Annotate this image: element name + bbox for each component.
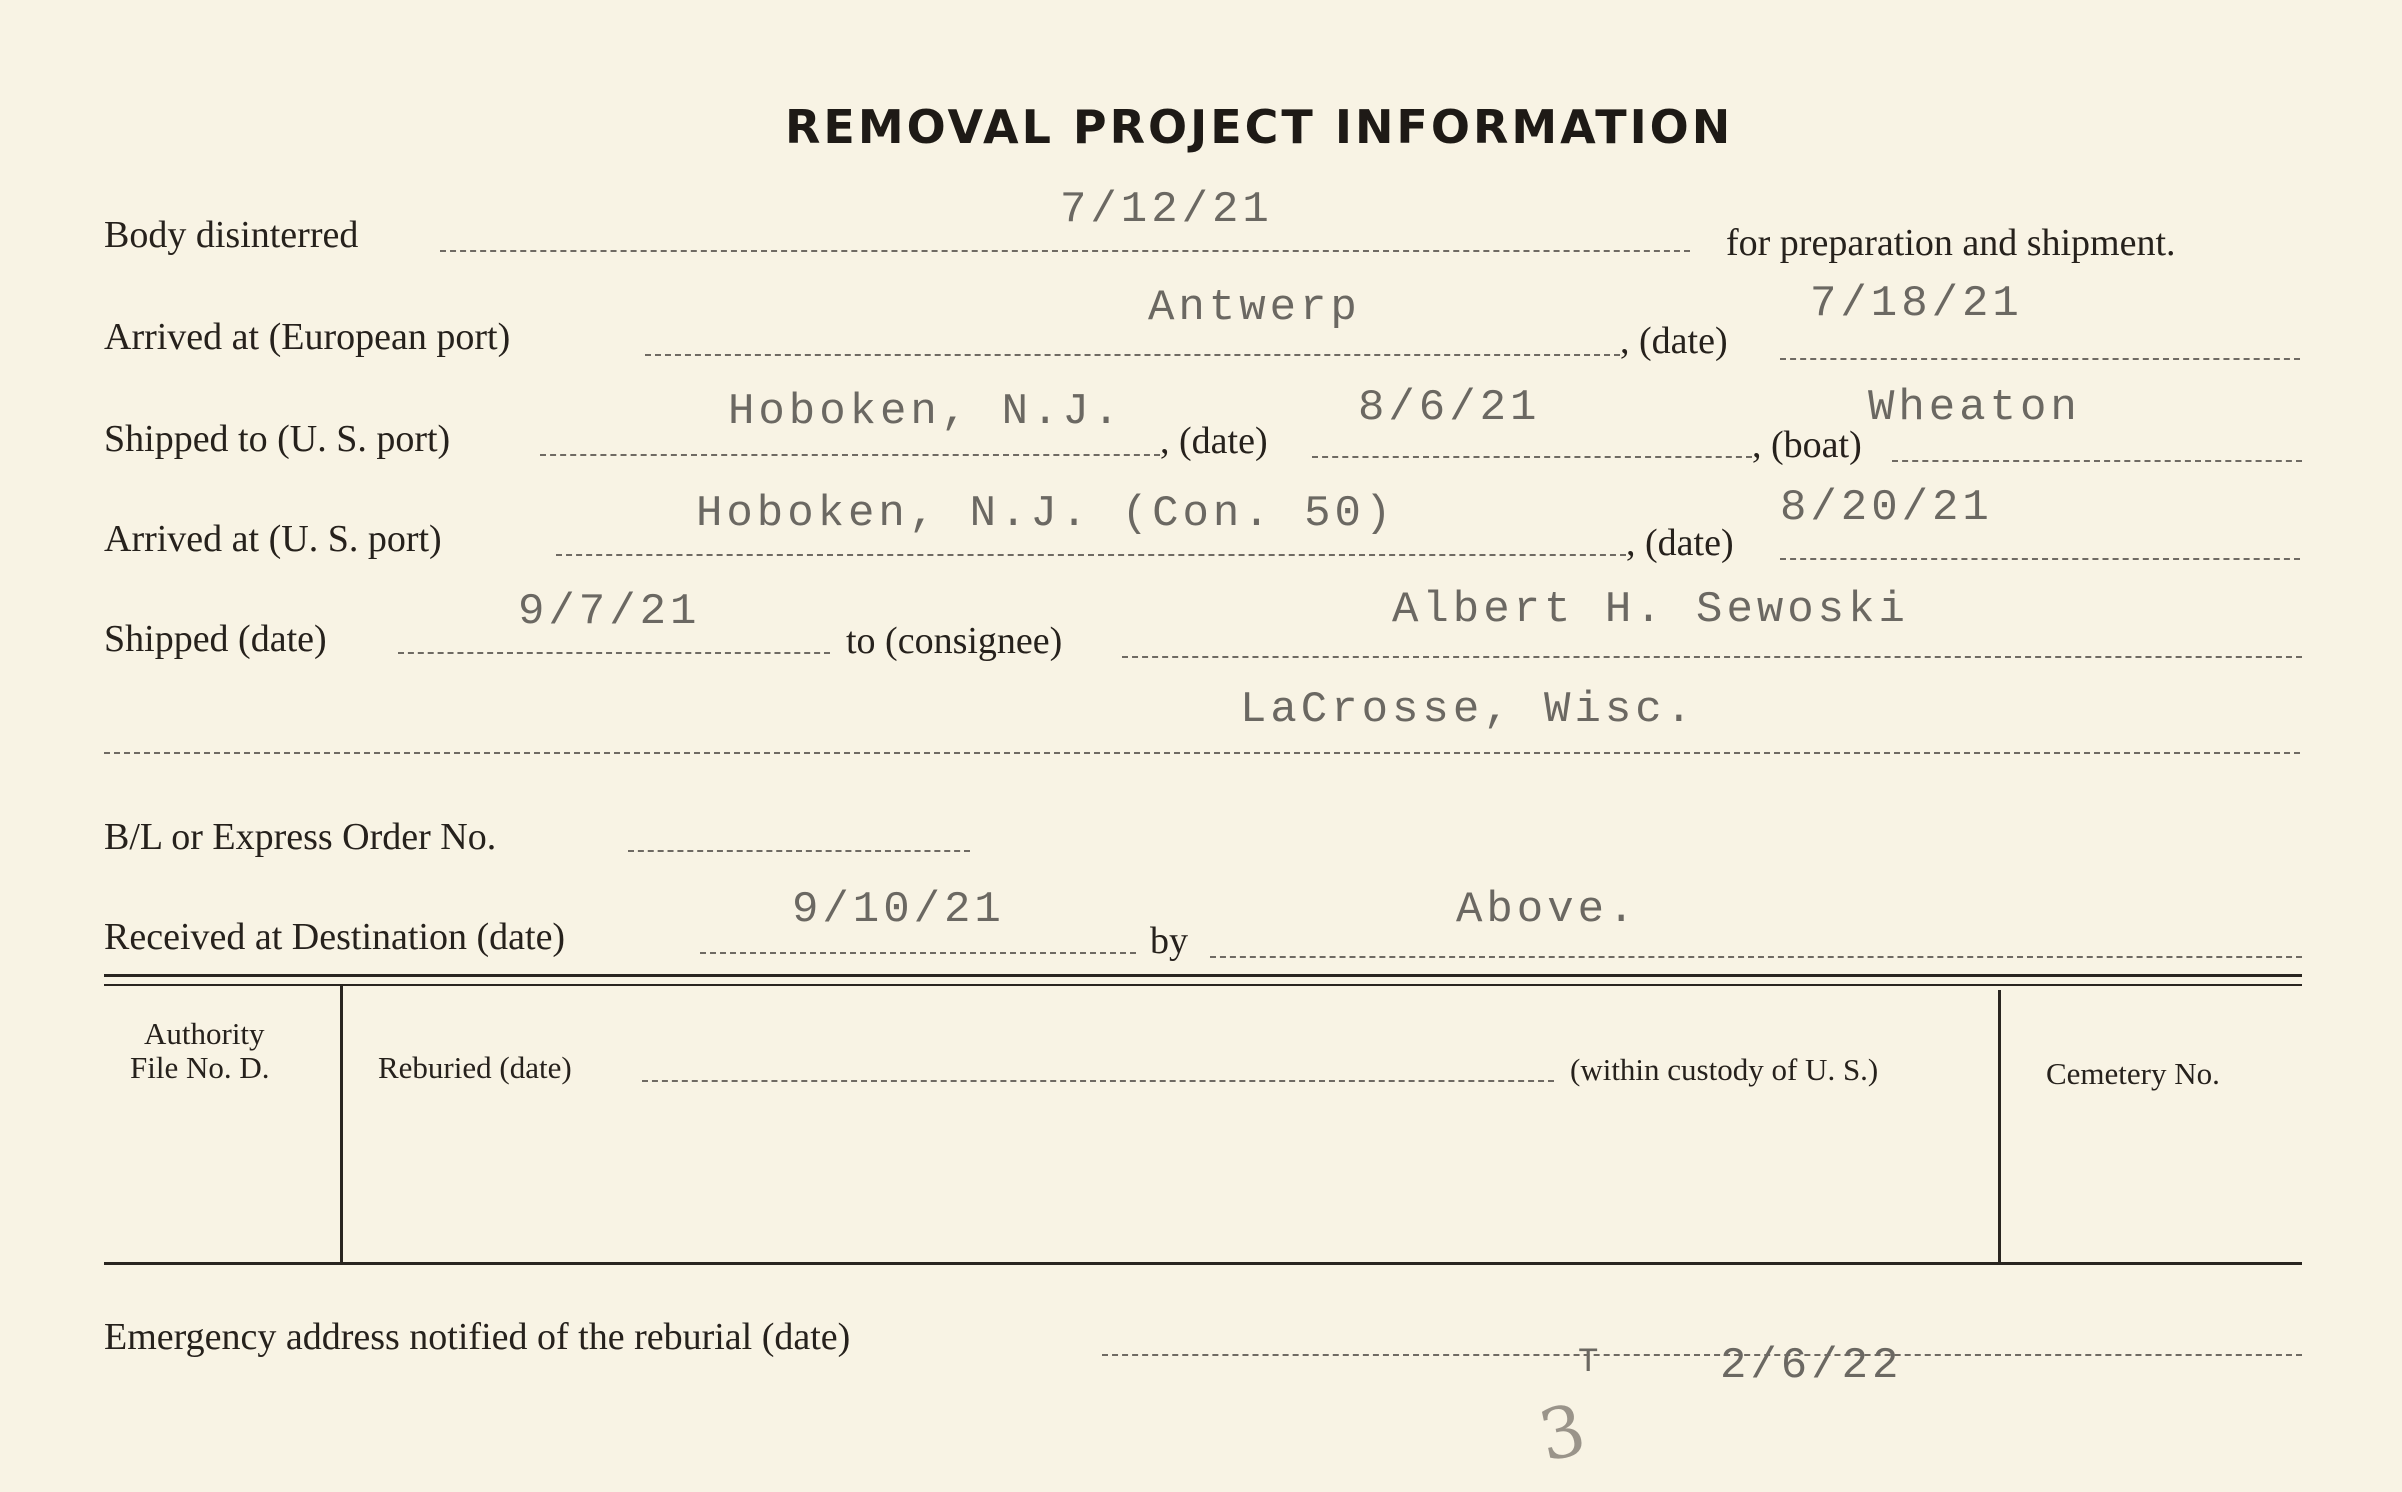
body-disinterred-value: 7/12/21 — [1060, 185, 1273, 235]
received-date-line — [700, 952, 1136, 954]
shipped-us-boat: Wheaton — [1868, 383, 2081, 433]
received-date: 9/10/21 — [792, 885, 1005, 935]
authority-divider — [340, 986, 343, 1262]
authority-label-line2: File No. D. — [130, 1050, 270, 1085]
emergency-label: Emergency address notified of the reburial (date) — [104, 1316, 851, 1358]
emergency-handwritten: 3 — [1531, 1388, 1593, 1478]
consignee-label: to (consignee) — [846, 620, 1063, 662]
emergency-mark: T — [1578, 1344, 1603, 1382]
card-title: REMOVAL PROJECT INFORMATION — [785, 100, 1734, 154]
table-bottom-rule — [104, 1262, 2302, 1265]
arrived-us-port: Hoboken, N.J. (Con. 50) — [696, 489, 1396, 539]
arrived-us-date-label: , (date) — [1626, 522, 1734, 564]
arrived-us-port-line — [556, 554, 1626, 556]
reburied-label: Reburied (date) — [378, 1050, 572, 1085]
shipped-us-boat-label: , (boat) — [1752, 424, 1862, 466]
arrived-european-date: 7/18/21 — [1810, 279, 2023, 329]
shipped-us-date-label: , (date) — [1160, 420, 1268, 462]
shipped-us-boat-line — [1892, 460, 2302, 462]
arrived-european-date-line — [1780, 358, 2300, 360]
cemetery-label: Cemetery No. — [2046, 1056, 2220, 1091]
received-by: Above. — [1456, 885, 1639, 935]
shipped-us-port: Hoboken, N.J. — [728, 387, 1124, 437]
shipped-us-port-line — [540, 454, 1160, 456]
bl-order-line — [628, 850, 970, 852]
received-by-label: by — [1150, 920, 1188, 962]
arrived-us-label: Arrived at (U. S. port) — [104, 518, 442, 560]
consignee-address: LaCrosse, Wisc. — [1240, 685, 1697, 735]
arrived-european-port: Antwerp — [1148, 283, 1361, 333]
received-by-line — [1210, 956, 2302, 958]
shipped-date-label: Shipped (date) — [104, 618, 327, 660]
reburied-suffix: (within custody of U. S.) — [1570, 1052, 1879, 1087]
bl-order-label: B/L or Express Order No. — [104, 816, 497, 858]
shipped-date: 9/7/21 — [518, 587, 701, 637]
arrived-european-date-label: , (date) — [1620, 320, 1728, 362]
cemetery-divider — [1998, 990, 2001, 1264]
consignee-line — [1122, 656, 2302, 658]
consignee-address-line — [104, 752, 2300, 754]
emergency-line — [1102, 1354, 2302, 1356]
arrived-us-date: 8/20/21 — [1780, 483, 1993, 533]
reburied-line — [642, 1080, 1554, 1082]
received-label: Received at Destination (date) — [104, 916, 566, 958]
shipped-us-label: Shipped to (U. S. port) — [104, 418, 451, 460]
body-disinterred-line — [440, 250, 1690, 252]
shipped-date-line — [398, 652, 830, 654]
consignee-name: Albert H. Sewoski — [1392, 585, 1909, 635]
arrived-us-date-line — [1780, 558, 2300, 560]
table-top-rule — [104, 974, 2302, 977]
arrived-european-label: Arrived at (European port) — [104, 316, 511, 358]
emergency-date: 2/6/22 — [1720, 1341, 1903, 1391]
authority-label-line1: Authority — [144, 1016, 265, 1051]
table-top-rule-2 — [104, 984, 2302, 986]
shipped-us-date-line — [1312, 456, 1752, 458]
arrived-european-port-line — [645, 354, 1620, 356]
shipped-us-date: 8/6/21 — [1358, 383, 1541, 433]
body-disinterred-label: Body disinterred — [104, 214, 359, 256]
body-disinterred-suffix: for preparation and shipment. — [1726, 222, 2176, 264]
